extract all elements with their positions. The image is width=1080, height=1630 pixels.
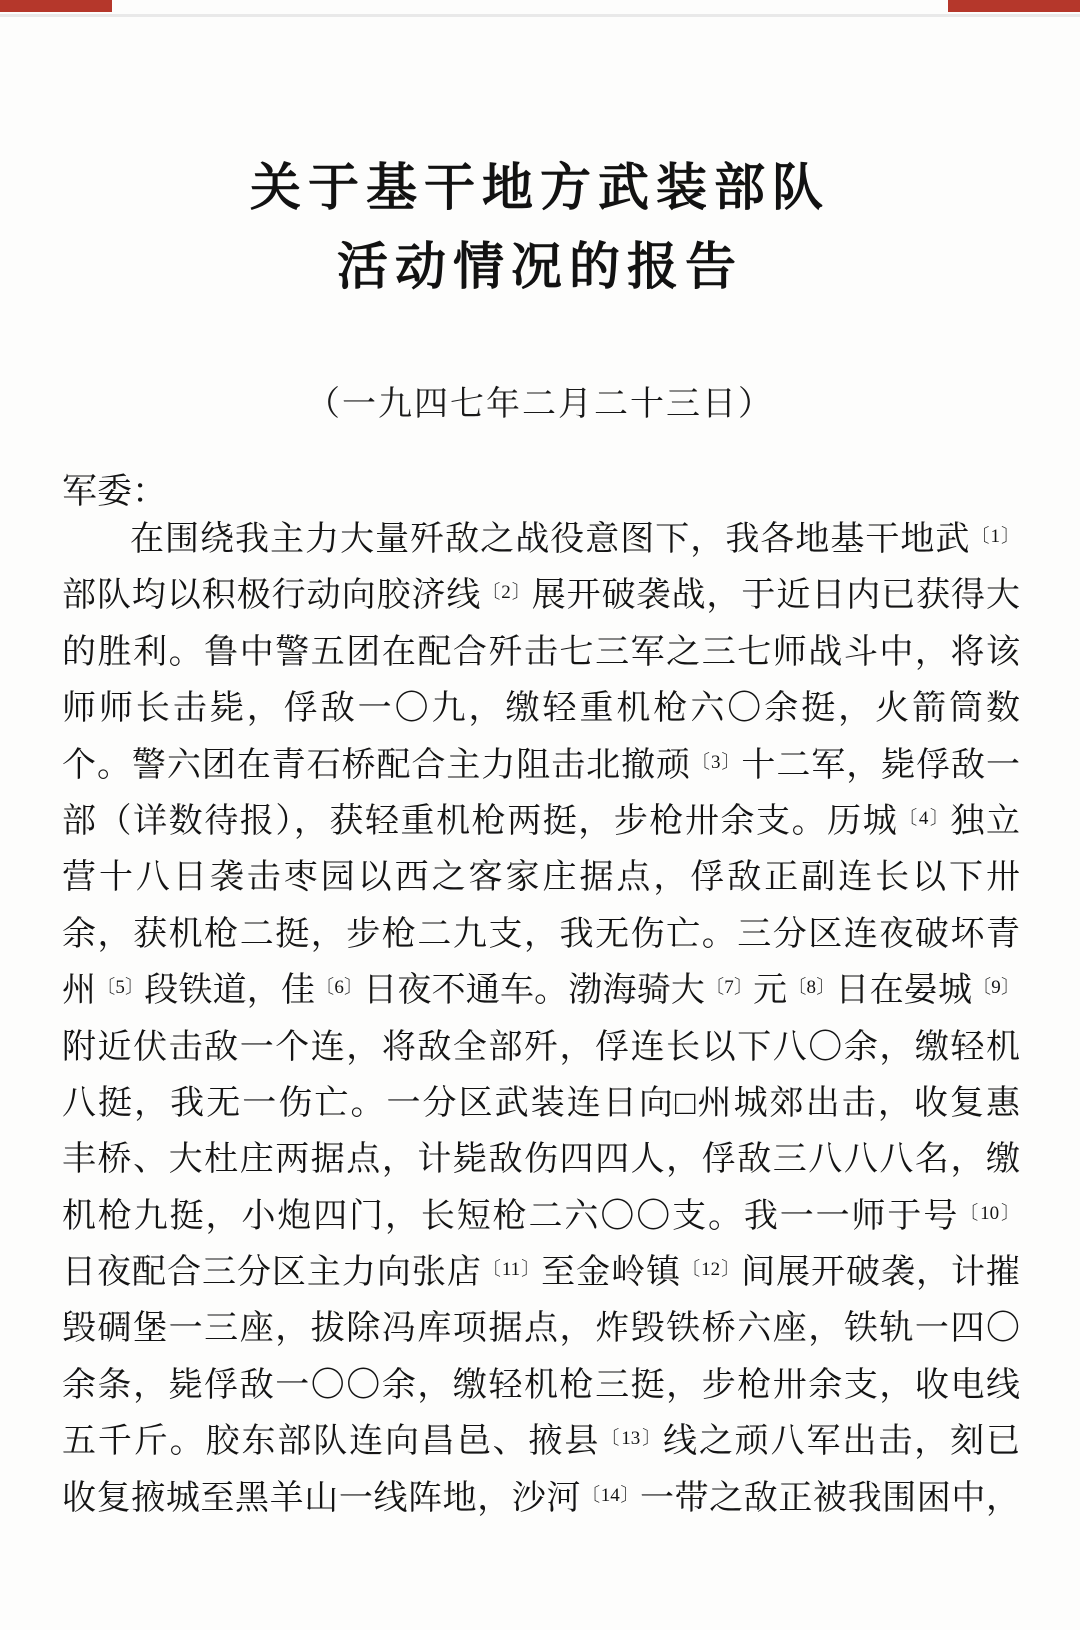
footnote-marker: 〔14〕	[581, 1484, 640, 1506]
footnote-marker: 〔2〕	[481, 582, 532, 604]
red-accent-right	[948, 0, 1080, 12]
body-line: 毁碉堡一三座，拔除冯库项据点，炸毁铁桥六座，铁轨一四〇	[62, 1310, 1020, 1348]
body-line: 营十八日袭击枣园以西之客家庄据点，俘敌正副连长以下卅	[62, 859, 1020, 897]
body-line: 在围绕我主力大量歼敌之战役意图下，我各地基干地武$^{〔1〕}$	[130, 521, 1020, 558]
footnote-marker: 〔9〕	[972, 977, 1020, 999]
body-line: 师师长击毙，俘敌一〇九，缴轻重机枪六〇余挺，火箭筒数	[62, 690, 1020, 728]
body-line: 机枪九挺，小炮四门，长短枪二六〇〇支。我一一师于号$^{〔10〕}$	[62, 1197, 1020, 1235]
top-divider	[0, 14, 1080, 17]
body-line: 丰桥、大杜庄两据点，计毙敌伤四四人，俘敌三八八八名，缴	[62, 1141, 1020, 1179]
footnote-marker: 〔7〕	[705, 977, 754, 999]
red-accent-left	[0, 0, 112, 12]
body-line: 八挺，我无一伤亡。一分区武装连日向□州城郊出击，收复惠	[62, 1084, 1020, 1122]
body-line: 收复掖城至黑羊山一线阵地，沙河$^{〔14〕}$一带之敌正被我围困中，	[62, 1479, 1021, 1517]
footnote-marker: 〔11〕	[481, 1259, 542, 1281]
document-title-line-2: 活动情况的报告	[336, 238, 743, 295]
document-title	[0, 148, 1080, 306]
footnote-marker: 〔13〕	[600, 1428, 663, 1450]
body-line: 五千斤。胶东部队连向昌邑、掖县$^{〔13〕}$线之顽八军出击，刻已	[62, 1423, 1020, 1461]
footnote-marker: 〔5〕	[96, 977, 145, 999]
document-title-line-1: 关于基干地方武装部队	[249, 159, 830, 216]
body-line: 余条，毙俘敌一〇〇余，缴轻机枪三挺，步枪卅余支，收电线	[62, 1366, 1020, 1404]
body-line: 日夜配合三分区主力向张店$^{〔11〕}$至金岭镇$^{〔12〕}$间展开破袭，计摧	[62, 1254, 1021, 1292]
body-line: 州$^{〔5〕}$段铁道，佳$^{〔6〕}$日夜不通车。渤海骑大$^{〔7〕}$元$^{〔8〕}$日在晏城$^{〔9〕}$	[62, 972, 1020, 1010]
body-line: 余，获机枪二挺，步枪二九支，我无伤亡。三分区连夜破坏青	[62, 915, 1020, 953]
body-line: 个。警六团在青石桥配合主力阻击北撤顽$^{〔3〕}$十二军，毙俘敌一	[62, 746, 1020, 784]
document-date: （一九四七年二月二十三日）	[306, 386, 774, 423]
body-lines	[62, 512, 1020, 1527]
footnote-marker: 〔8〕	[787, 977, 836, 999]
salutation: 军委：	[62, 472, 168, 511]
footnote-marker: 〔4〕	[898, 807, 951, 829]
footnote-marker: 〔10〕	[959, 1202, 1020, 1224]
footnote-marker: 〔12〕	[681, 1259, 742, 1281]
footnote-marker: 〔6〕	[315, 977, 364, 999]
footnote-marker: 〔1〕	[970, 526, 1020, 547]
body-line: 附近伏击敌一个连，将敌全部歼，俘连长以下八〇余，缴轻机	[62, 1028, 1020, 1066]
body-line: 部队均以积极行动向胶济线$^{〔2〕}$展开破袭战，于近日内已获得大	[62, 577, 1020, 615]
footnote-marker: 〔3〕	[691, 751, 742, 773]
body-line: 的胜利。鲁中警五团在配合歼击七三军之三七师战斗中，将该	[62, 633, 1020, 671]
body-line: 部（详数待报），获轻重机枪两挺，步枪卅余支。历城$^{〔4〕}$独立	[62, 802, 1021, 840]
